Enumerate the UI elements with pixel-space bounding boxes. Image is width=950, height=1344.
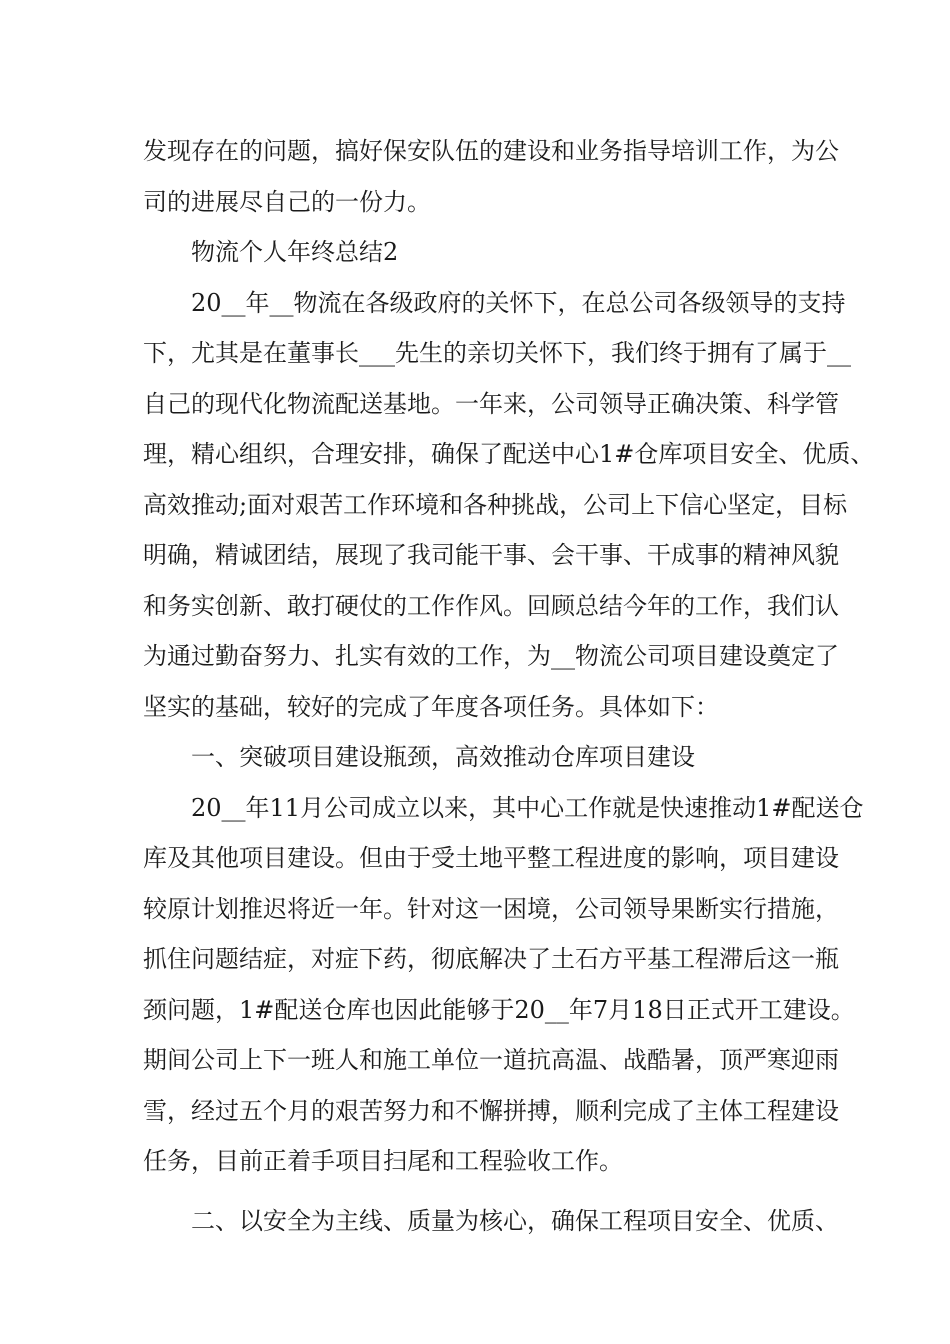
body-line: 雪，经过五个月的艰苦努力和不懈拼搏，顺利完成了主体工程建设 [143, 1096, 839, 1125]
body-line: 和务实创新、敢打硬仗的工作作风。回顾总结今年的工作，我们认 [143, 591, 839, 620]
body-line: 为通过勤奋努力、扎实有效的工作，为__物流公司项目建设奠定了 [143, 642, 839, 670]
body-line: 期间公司上下一班人和施工单位一道抗高温、战酷暑，顶严寒迎雨 [143, 1046, 839, 1074]
body-line: 20__年11月公司成立以来，其中心工作就是快速推动1#配送仓 [191, 793, 864, 822]
body-line: 发现存在的问题，搞好保安队伍的建设和业务指导培训工作，为公 [143, 137, 839, 165]
body-line: 高效推动;面对艰苦工作环境和各种挑战，公司上下信心坚定，目标 [143, 490, 848, 519]
body-line: 明确，精诚团结，展现了我司能干事、会干事、干成事的精神风貌 [143, 541, 839, 569]
document-body [143, 126, 875, 1246]
section-heading: 一、突破项目建设瓶颈，高效推动仓库项目建设 [191, 743, 695, 771]
section-title: 物流个人年终总结2 [191, 238, 399, 266]
body-line: 理，精心组织，合理安排，确保了配送中心1#仓库项目安全、优质、 [143, 440, 875, 468]
body-line: 司的进展尽自己的一份力。 [143, 187, 431, 216]
body-line: 颈问题，1#配送仓库也因此能够于20__年7月18日正式开工建设。 [143, 995, 855, 1024]
body-line: 库及其他项目建设。但由于受土地平整工程进度的影响，项目建设 [143, 844, 839, 872]
body-line: 自己的现代化物流配送基地。一年来，公司领导正确决策、科学管 [143, 389, 839, 418]
body-line: 抓住问题结症，对症下药，彻底解决了土石方平基工程滞后这一瓶 [143, 945, 839, 973]
section-heading: 二、以安全为主线、质量为核心，确保工程项目安全、优质、 [191, 1206, 839, 1235]
body-line: 较原计划推迟将近一年。针对这一困境，公司领导果断实行措施， [143, 894, 839, 923]
body-line: 坚实的基础，较好的完成了年度各项任务。具体如下： [143, 692, 719, 721]
body-line: 下，尤其是在董事长___先生的亲切关怀下，我们终于拥有了属于__ [143, 339, 851, 367]
body-line: 20__年__物流在各级政府的关怀下，在总公司各级领导的支持 [191, 288, 846, 317]
body-line: 任务，目前正着手项目扫尾和工程验收工作。 [143, 1147, 623, 1175]
